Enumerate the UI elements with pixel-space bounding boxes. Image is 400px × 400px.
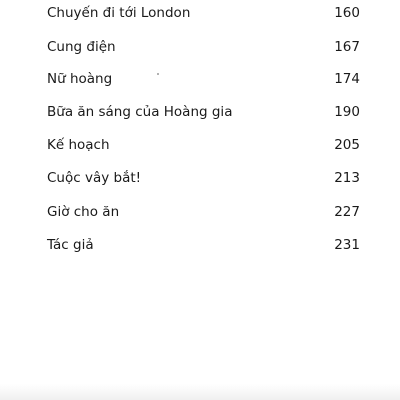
toc-entry-page-number: 213 xyxy=(334,170,360,186)
toc-entry-page-number: 205 xyxy=(334,137,360,153)
toc-entry-title: Bữa ăn sáng của Hoàng gia xyxy=(47,104,233,120)
toc-entry xyxy=(47,102,360,122)
toc-entry xyxy=(47,235,360,255)
toc-entry-title: Nữ hoàng xyxy=(47,71,113,87)
toc-entry xyxy=(47,202,360,222)
toc-entry xyxy=(47,37,360,57)
toc-entry xyxy=(47,3,360,23)
scan-speck xyxy=(157,73,159,75)
toc-entry-title: Tác giả xyxy=(47,237,94,253)
toc-entry-title: Chuyến đi tới London xyxy=(47,5,191,21)
toc-entry-page-number: 227 xyxy=(334,204,360,220)
toc-entry-title: Giờ cho ăn xyxy=(47,204,120,220)
toc-entry-page-number: 160 xyxy=(334,5,360,21)
toc-entry-title: Kế hoạch xyxy=(47,137,110,153)
toc-entry-page-number: 231 xyxy=(334,237,360,253)
toc-entry-page-number: 174 xyxy=(334,71,360,87)
toc-entry xyxy=(47,168,360,188)
toc-entry-page-number: 167 xyxy=(334,39,360,55)
toc-entry-title: Cuộc vây bắt! xyxy=(47,170,142,186)
toc-entry-page-number: 190 xyxy=(334,104,360,120)
toc-entry-title: Cung điện xyxy=(47,39,116,55)
toc-entry xyxy=(47,135,360,155)
toc-entry xyxy=(47,69,360,89)
scan-edge-shadow xyxy=(0,384,400,400)
